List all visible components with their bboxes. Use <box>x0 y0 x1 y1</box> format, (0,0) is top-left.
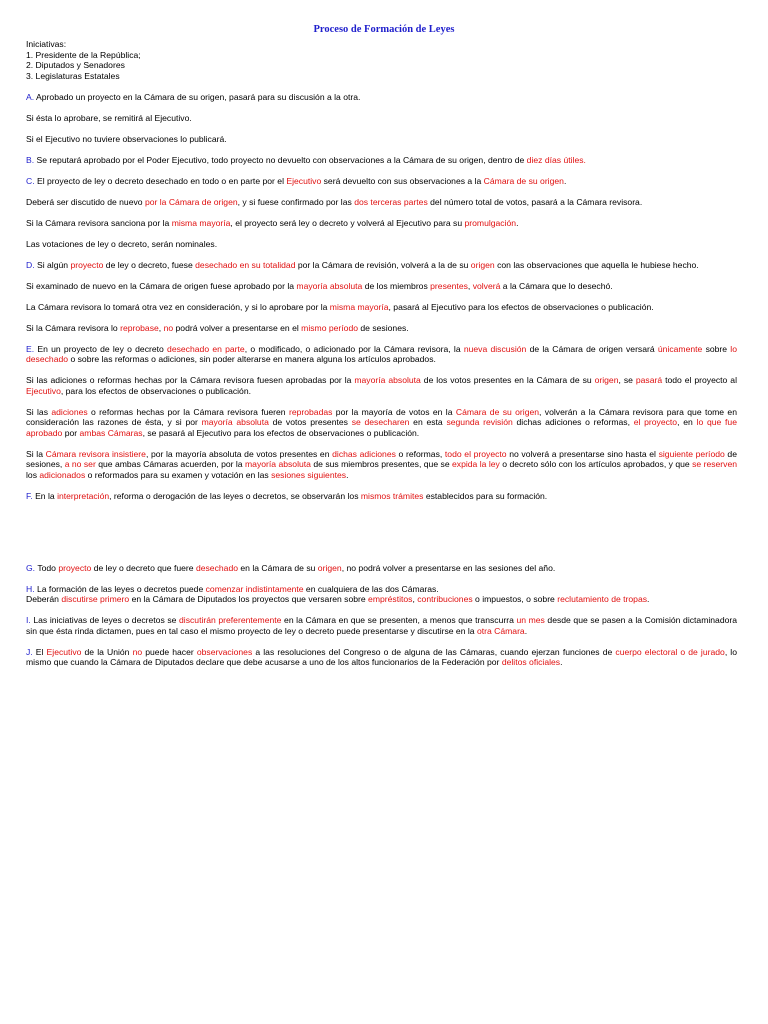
body-text: desde que se pasen a la Comisión dictaminadora sin que ésta rinda dictamen, pues en tal caso el mismo proyecto de ley o decreto puede presentarse y discutirse en la <box>26 615 738 636</box>
highlight-text: expida la ley <box>452 459 500 469</box>
highlight-text: proyecto <box>70 259 104 270</box>
highlight-text: mayoría absoluta <box>296 280 363 291</box>
highlight-text: se desecharen <box>351 417 410 427</box>
body-text: Si la Cámara revisora lo <box>26 322 121 333</box>
highlight-text: a no ser <box>64 459 96 469</box>
highlight-text: siguiente período <box>658 448 725 459</box>
body-text: Si la <box>26 448 46 459</box>
body-text: , <box>158 322 164 333</box>
highlight-text: Cámara de su origen <box>455 406 540 417</box>
highlight-text: origen <box>317 562 342 573</box>
body-text: Si el Ejecutivo no tuviere observaciones lo publicará. <box>26 133 227 144</box>
sections-container <box>26 92 737 668</box>
body-text: o reformas, <box>395 448 445 459</box>
highlight-text: un mes <box>516 615 545 625</box>
body-text: La Cámara revisora lo tomará otra vez en consideración, y si lo aprobare por la <box>26 301 330 312</box>
body-text: , lo mismo que cuando la Cámara de Diputados declare que debe acusarse a uno de los altos funcionarios de la Federación por <box>26 646 737 667</box>
body-text: o reformas hechas por la Cámara revisora fueren <box>87 406 289 417</box>
paragraph <box>26 197 737 208</box>
highlight-text: únicamente <box>657 343 703 354</box>
body-text: dichas adiciones o reformas, <box>512 417 634 427</box>
highlight-text: otra Cámara <box>476 625 525 636</box>
highlight-text: segunda revisión <box>446 417 513 427</box>
body-text: , volverán a la Cámara revisora para que tome en consideración las razones de ésta, y si por <box>26 406 737 427</box>
paragraph <box>26 563 737 574</box>
paragraph <box>26 155 737 166</box>
body-text: Aprobado un proyecto en la Cámara de su origen, pasará para su discusión a la otra. <box>36 91 361 102</box>
highlight-text: volverá <box>472 280 501 291</box>
initiatives-block <box>26 39 737 81</box>
body-text: de sesiones, <box>26 448 737 469</box>
highlight-text: observaciones <box>196 646 253 657</box>
highlight-text: desechado <box>195 562 239 573</box>
body-text: con las observaciones que aquella le hubiese hecho. <box>494 259 699 270</box>
body-text: Si las <box>26 406 52 417</box>
paragraph <box>26 449 737 481</box>
highlight-text: lo desechado <box>26 343 737 364</box>
section-letter: G. <box>26 562 36 573</box>
highlight-text: mismo período <box>301 322 359 333</box>
body-text: por la Cámara de revisión, volverá a la de su <box>295 259 471 270</box>
highlight-text: ambas Cámaras <box>79 427 143 438</box>
paragraph <box>26 302 737 313</box>
section-letter: F. <box>26 490 33 501</box>
body-text: podrá volver a presentarse en el <box>173 322 302 333</box>
blank-gap <box>26 512 737 563</box>
body-text: Si ésta lo aprobare, se remitirá al Ejecutivo. <box>26 112 192 123</box>
highlight-text: Cámara de su origen <box>483 175 564 186</box>
body-text: en la Cámara de Diputados los proyectos que versaren sobre <box>129 594 369 604</box>
body-text: Las votaciones de ley o decreto, serán nominales. <box>26 238 218 249</box>
paragraph <box>26 323 737 334</box>
paragraph <box>26 375 737 396</box>
body-text: en la Cámara de su <box>238 562 318 573</box>
highlight-text: diez días útiles. <box>526 154 586 165</box>
highlight-text: Ejecutivo <box>26 385 61 396</box>
highlight-text: adicionados <box>39 469 86 480</box>
highlight-text: dos terceras partes <box>354 196 428 207</box>
body-text: , se <box>618 375 636 385</box>
body-text: , para los efectos de observaciones o publicación. <box>60 385 252 396</box>
body-text: , en <box>677 417 697 427</box>
highlight-text: reclutamiento de tropas <box>557 594 648 604</box>
body-text: , y si fuese confirmado por las <box>237 196 355 207</box>
highlight-text: pasará <box>635 375 663 385</box>
highlight-text: mayoría absoluta <box>245 459 311 469</box>
body-text: , <box>467 280 473 291</box>
highlight-text: interpretación <box>57 490 110 501</box>
body-text: El proyecto de ley o decreto desechado en todo o en parte por el <box>36 175 287 186</box>
highlight-text: Cámara revisora insistiere <box>45 448 146 459</box>
highlight-text: delitos oficiales <box>501 657 561 667</box>
highlight-text: misma mayoría <box>329 301 389 312</box>
section-letter: E. <box>26 343 35 354</box>
body-text: de los votos presentes en la Cámara de su <box>420 375 595 385</box>
body-text: de votos presentes <box>268 417 352 427</box>
paragraph <box>26 584 737 595</box>
body-text: o sobre las reformas o adiciones, sin poder alterarse en manera alguna los artículos aprobados. <box>68 354 436 364</box>
body-text: no volverá a presentarse sino hasta el <box>506 448 659 459</box>
body-text: o reformados para su examen y votación en las <box>85 469 272 480</box>
body-text: Si las adiciones o reformas hechas por la Cámara revisora fuesen aprobadas por la <box>26 375 355 385</box>
section-letter: H. <box>26 583 35 594</box>
document-body <box>26 39 737 678</box>
body-text: del número total de votos, pasará a la Cámara revisora. <box>427 196 643 207</box>
highlight-text: todo el proyecto <box>444 448 507 459</box>
paragraph <box>26 176 737 187</box>
body-text: . <box>563 175 567 186</box>
body-text: de ley o decreto que fuere <box>91 562 196 573</box>
highlight-text: mismos trámites <box>360 490 424 501</box>
highlight-text: misma mayoría <box>171 217 231 228</box>
body-text: , el proyecto será ley o decreto y volverá al Ejecutivo para su <box>230 217 465 228</box>
body-text: . <box>524 625 528 636</box>
body-text: de ley o decreto, fuese <box>103 259 196 270</box>
body-text: todo el proyecto al <box>662 375 737 385</box>
highlight-text: contribuciones <box>417 594 473 604</box>
paragraph <box>26 344 737 365</box>
body-text: en la Cámara en que se presenten, a menos que transcurra <box>281 615 517 625</box>
body-text: de los miembros <box>362 280 431 291</box>
body-text: , no podrá volver a presentarse en las sesiones del año. <box>341 562 556 573</box>
highlight-text: desechado en su totalidad <box>195 259 296 270</box>
paragraph <box>26 615 737 636</box>
body-text: En la <box>35 490 58 501</box>
highlight-text: presentes <box>430 280 468 291</box>
highlight-text: Ejecutivo <box>286 175 322 186</box>
paragraph <box>26 134 737 145</box>
body-text: , reforma o derogación de las leyes o decretos, se observarán los <box>109 490 361 501</box>
body-text: , se pasará al Ejecutivo para los efectos de observaciones o publicación. <box>142 427 420 438</box>
body-text: Si la Cámara revisora sanciona por la <box>26 217 172 228</box>
highlight-text: dichas adiciones <box>332 448 396 459</box>
paragraph <box>26 239 737 250</box>
body-text: , por la mayoría absoluta de votos presentes en <box>145 448 333 459</box>
initiative-item: 1. Presidente de la República; <box>26 49 141 60</box>
highlight-text: mayoría absoluta <box>201 417 269 427</box>
highlight-text: nueva discusión <box>463 343 527 354</box>
body-text: los <box>26 469 40 480</box>
body-text: por la mayoría de votos en la <box>332 406 456 417</box>
initiative-item: 2. Diputados y Senadores <box>26 60 125 70</box>
body-text: , <box>412 594 418 604</box>
body-text: que ambas Cámaras acuerden, por la <box>95 459 245 469</box>
highlight-text: origen <box>594 375 619 385</box>
highlight-text: discutirán preferentemente <box>179 615 282 625</box>
body-text: . <box>516 217 519 228</box>
highlight-text: por la Cámara de origen <box>144 196 238 207</box>
body-text: Se reputará aprobado por el Poder Ejecutivo, todo proyecto no devuelto con observaciones a la Cámara de su origen, dentro de <box>36 154 527 165</box>
highlight-text: lo que fue aprobado <box>26 417 737 438</box>
body-text: . <box>560 657 563 667</box>
section-letter: J. <box>26 646 33 657</box>
body-text: Deberá ser discutido de nuevo <box>26 196 145 207</box>
paragraph <box>26 113 737 124</box>
body-text: . <box>346 469 349 480</box>
highlight-text: comenzar indistintamente <box>205 583 304 594</box>
section-letter: I. <box>26 615 31 625</box>
body-text: por <box>62 427 80 438</box>
paragraph <box>26 92 737 103</box>
highlight-text: empréstitos <box>368 594 413 604</box>
body-text: de sus miembros presentes, que se <box>310 459 453 469</box>
body-text: La formación de las leyes o decretos puede <box>36 583 206 594</box>
body-text: El <box>35 646 47 657</box>
highlight-text: no <box>132 646 143 657</box>
body-text: será devuelto con sus observaciones a la <box>321 175 484 186</box>
body-text: de la Unión <box>81 646 133 657</box>
body-text: , o modificado, o adicionado por la Cámara revisora, la <box>244 343 464 354</box>
paragraph <box>26 260 737 271</box>
paragraph <box>26 491 737 502</box>
highlight-text: proyecto <box>58 562 92 573</box>
highlight-text: promulgación <box>464 217 517 228</box>
highlight-text: mayoría absoluta <box>354 375 421 385</box>
section-letter: C. <box>26 175 35 186</box>
paragraph <box>26 218 737 229</box>
highlight-text: reprobase <box>120 322 159 333</box>
body-text: Deberán <box>26 594 62 604</box>
highlight-text: no <box>163 322 174 333</box>
body-text: . <box>647 594 650 604</box>
body-text: o impuestos, o sobre <box>472 594 558 604</box>
body-text: de sesiones. <box>358 322 409 333</box>
highlight-text: sesiones siguientes <box>271 469 347 480</box>
body-text: Todo <box>37 562 59 573</box>
section-letter: D. <box>26 259 35 270</box>
body-text: sobre <box>702 343 731 354</box>
highlight-text: el proyecto <box>633 417 678 427</box>
body-text: establecidos para su formación. <box>423 490 548 501</box>
paragraph <box>26 647 737 668</box>
body-text: Si examinado de nuevo en la Cámara de origen fuese aprobado por la <box>26 280 297 291</box>
body-text: En un proyecto de ley o decreto <box>37 343 168 354</box>
highlight-text: cuerpo electoral o de jurado <box>615 646 725 657</box>
body-text: a la Cámara que lo desechó. <box>500 280 613 291</box>
highlight-text: se reserven <box>692 459 738 469</box>
highlight-text: reprobadas <box>288 406 333 417</box>
highlight-text: Ejecutivo <box>46 646 82 657</box>
section-letter: B. <box>26 154 35 165</box>
paragraph <box>26 407 737 439</box>
body-text: Si algún <box>36 259 71 270</box>
body-text: o decreto sólo con los artículos aprobados, y que <box>499 459 693 469</box>
document-title: Proceso de Formación de Leyes <box>313 24 455 35</box>
highlight-text: adiciones <box>51 406 88 417</box>
highlight-text: discutirse primero <box>61 594 130 604</box>
highlight-text: origen <box>470 259 495 270</box>
paragraph <box>26 594 737 605</box>
section-letter: A. <box>26 91 35 102</box>
body-text: en cualquiera de las dos Cámaras. <box>303 583 439 594</box>
initiative-item: 3. Legislaturas Estatales <box>26 70 120 81</box>
paragraph <box>26 281 737 292</box>
body-text: a las resoluciones del Congreso o de alguna de las Cámaras, cuando ejerzan funciones de <box>252 646 616 657</box>
body-text: de la Cámara de origen versará <box>526 343 658 354</box>
highlight-text: desechado en parte <box>167 343 245 354</box>
body-text: en esta <box>409 417 447 427</box>
body-text: Las iniciativas de leyes o decretos se <box>33 615 180 625</box>
body-text: , pasará al Ejecutivo para los efectos de observaciones o publicación. <box>388 301 654 312</box>
body-text: puede hacer <box>142 646 197 657</box>
initiatives-heading: Iniciativas: <box>26 39 67 49</box>
